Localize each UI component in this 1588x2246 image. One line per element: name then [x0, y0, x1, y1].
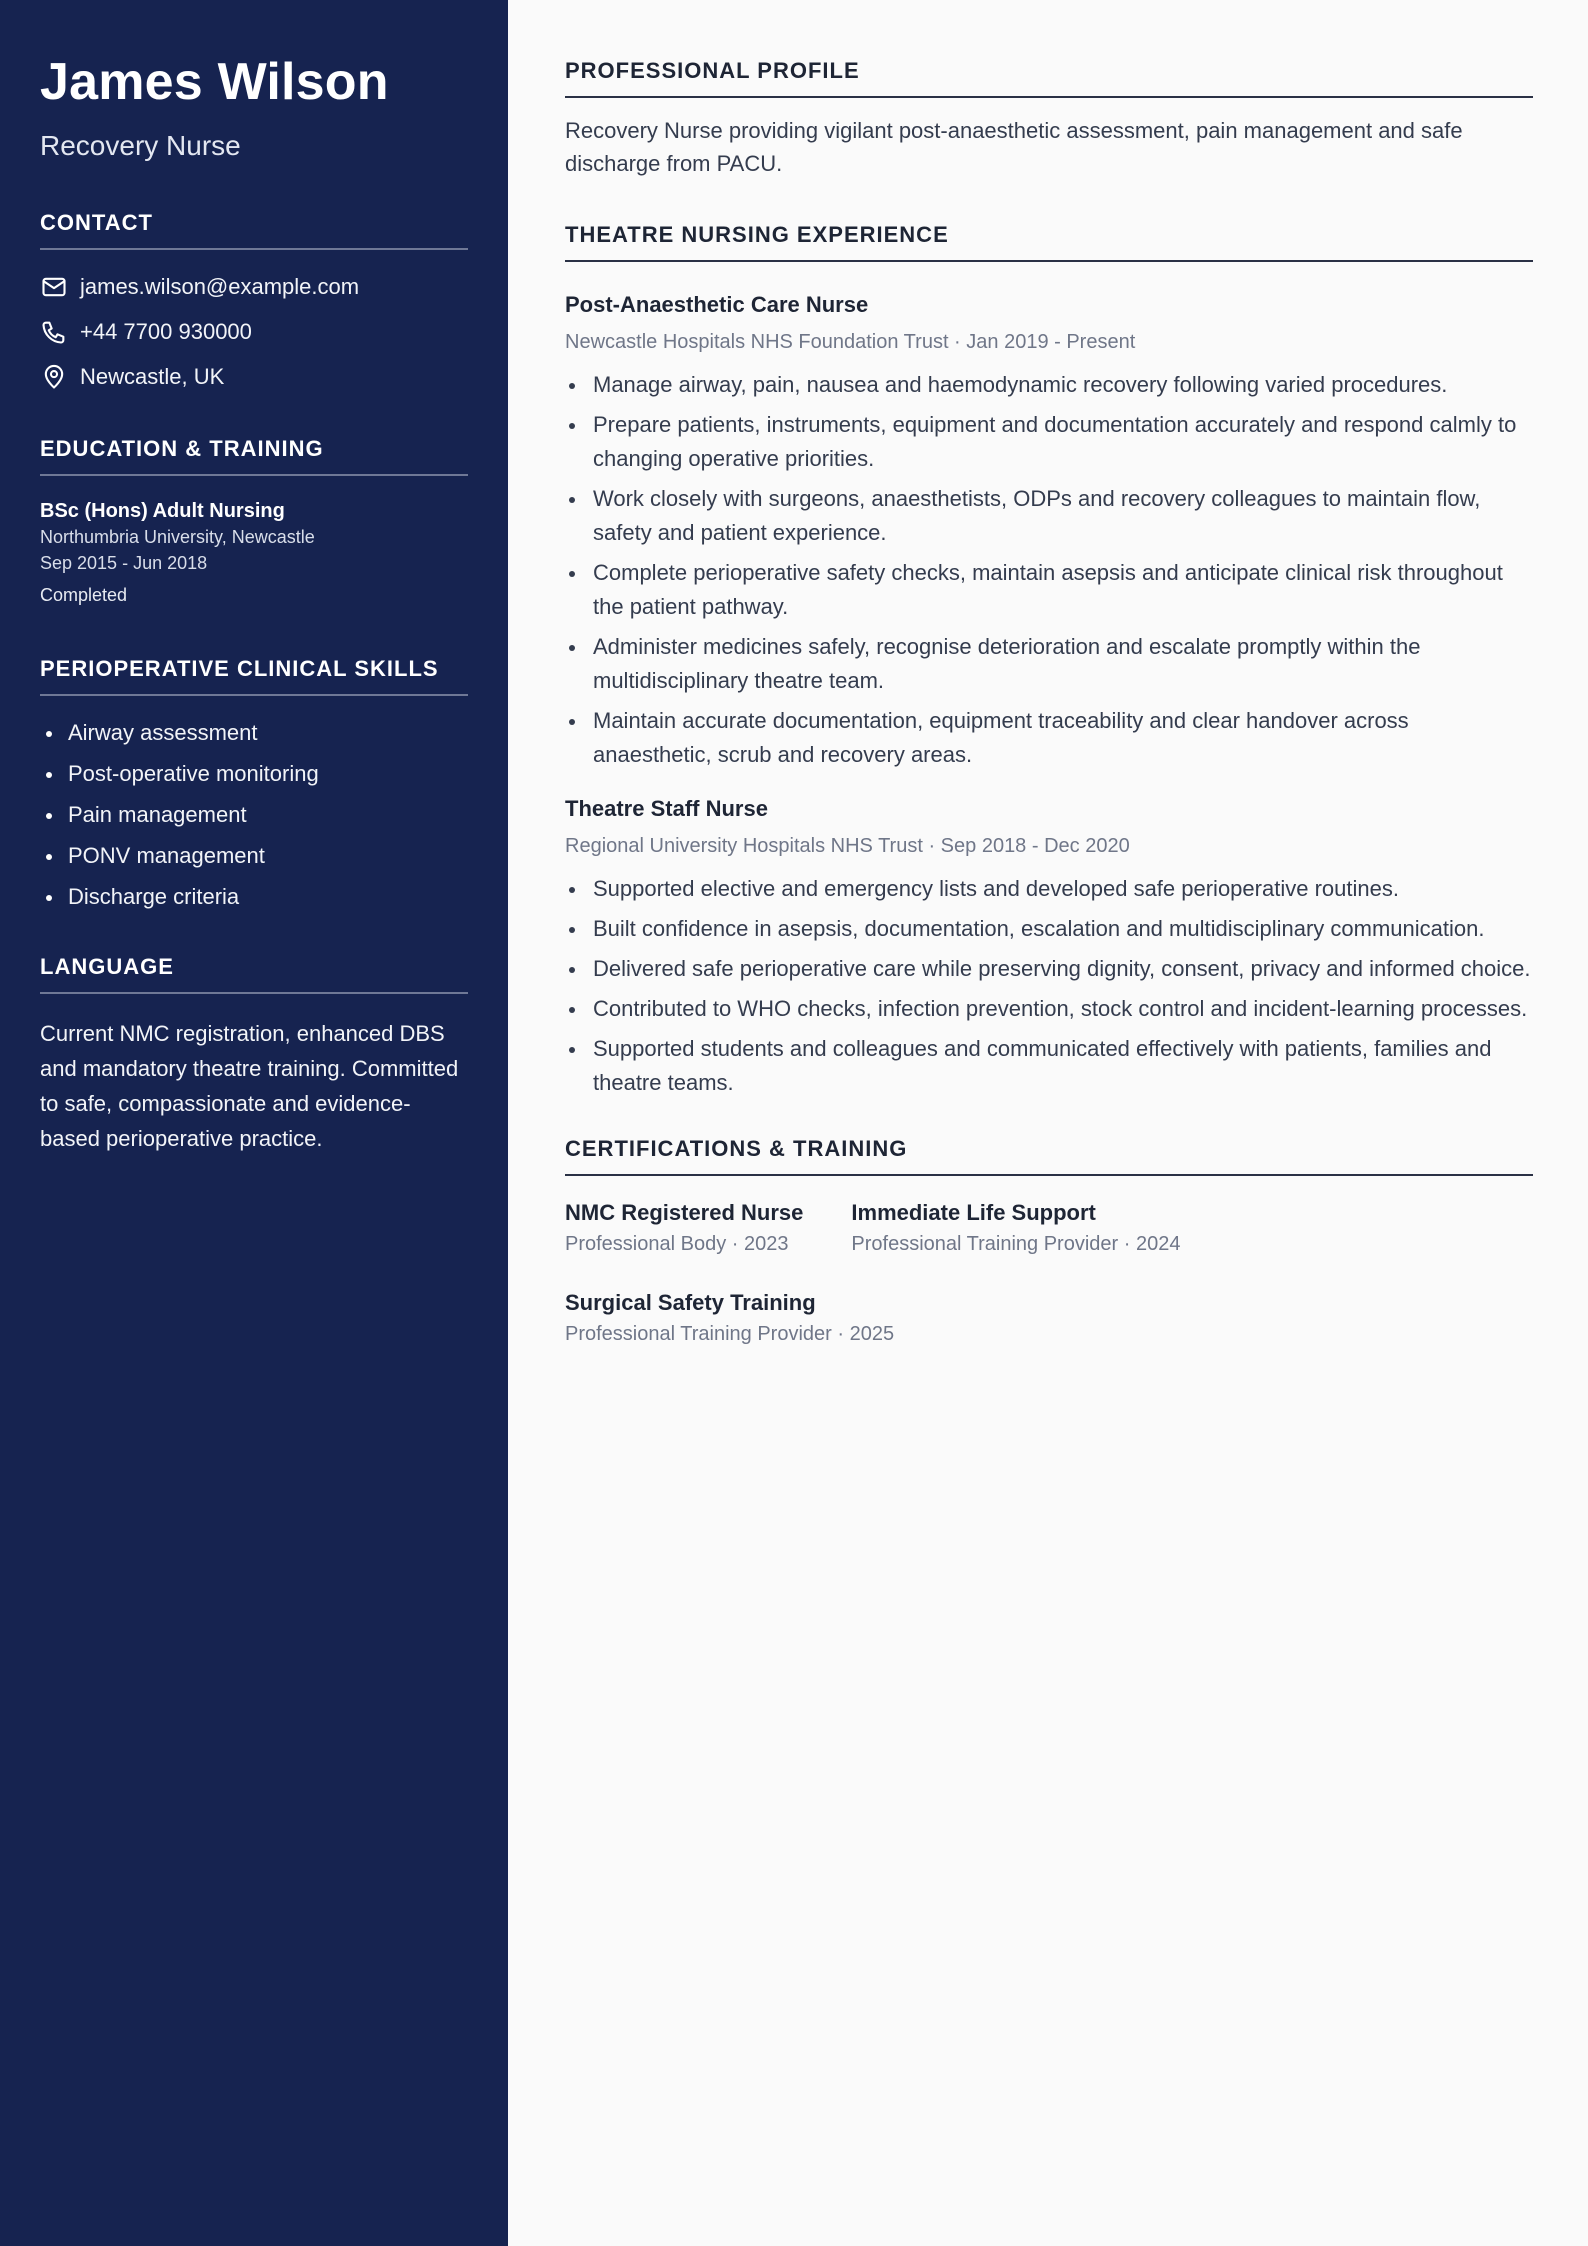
education-heading: EDUCATION & TRAINING [40, 436, 468, 476]
certifications-section [565, 1136, 1533, 1378]
experience-section [565, 222, 1533, 1100]
skills-heading: PERIOPERATIVE CLINICAL SKILLS [40, 656, 468, 696]
job-bullet: Administer medicines safely, recognise deterioration and escalate promptly within the multidisciplinary theatre team. [565, 630, 1533, 698]
profile-section [565, 58, 1533, 180]
contact-section [40, 210, 468, 392]
contact-phone[interactable] [40, 317, 468, 347]
contact-heading: CONTACT [40, 210, 468, 250]
contact-location [40, 362, 468, 392]
job-bullet: Supported students and colleagues and communicated effectively with patients, families and theatre teams. [565, 1032, 1533, 1100]
education-section [40, 436, 468, 608]
education-status: Completed [40, 585, 128, 605]
job-bullet: Maintain accurate documentation, equipment traceability and clear handover across anaesthetic, scrub and recovery areas. [565, 704, 1533, 772]
skill-item: PONV management [40, 841, 468, 871]
certifications-grid [565, 1198, 1533, 1378]
contact-phone-text: +44 7700 930000 [80, 319, 252, 344]
job-bullet: Work closely with surgeons, anaesthetists, ODPs and recovery colleagues to maintain flow, safety and patient experience. [565, 482, 1533, 550]
job-meta: Newcastle Hospitals NHS Foundation Trust · Jan 2019 - Present [565, 331, 1136, 353]
candidate-name: James Wilson [40, 53, 389, 111]
certification-meta: Professional Training Provider · 2024 [851, 1233, 1181, 1255]
profile-heading: PROFESSIONAL PROFILE [565, 58, 1533, 98]
certification-name: Immediate Life Support [851, 1200, 1096, 1225]
job-bullet: Built confidence in asepsis, documentation, escalation and multidisciplinary communication. [565, 912, 1533, 946]
contact-email-text: james.wilson@example.com [80, 274, 360, 299]
skill-item: Post-operative monitoring [40, 759, 468, 789]
profile-text: Recovery Nurse providing vigilant post-anaesthetic assessment, pain management and safe discharge from PACU. [565, 118, 1463, 176]
skills-section [40, 656, 468, 912]
job-bullet: Contributed to WHO checks, infection prevention, stock control and incident-learning processes. [565, 992, 1533, 1026]
language-text: Current NMC registration, enhanced DBS and mandatory theatre training. Committed to safe, compassionate and evidence-based perioperative practice. [40, 1021, 459, 1151]
job-meta: Regional University Hospitals NHS Trust · Sep 2018 - Dec 2020 [565, 835, 1130, 857]
certification-item [565, 1198, 803, 1258]
mail-icon [40, 273, 68, 301]
job-title: Theatre Staff Nurse [565, 796, 768, 821]
certification-meta: Professional Body · 2023 [565, 1233, 789, 1255]
skills-list [40, 718, 468, 912]
education-degree: BSc (Hons) Adult Nursing [40, 500, 285, 522]
job-entry [565, 290, 1533, 772]
language-section [40, 954, 468, 1156]
job-bullet: Manage airway, pain, nausea and haemodynamic recovery following varied procedures. [565, 368, 1533, 402]
job-entry [565, 794, 1533, 1100]
certifications-heading: CERTIFICATIONS & TRAINING [565, 1136, 1533, 1176]
job-bullet: Prepare patients, instruments, equipment and documentation accurately and respond calmly to changing operative priorities. [565, 408, 1533, 476]
main-content [565, 58, 1533, 1378]
certification-item [851, 1198, 1180, 1258]
certification-meta: Professional Training Provider · 2025 [565, 1323, 895, 1345]
candidate-role: Recovery Nurse [40, 130, 241, 161]
certification-name: Surgical Safety Training [565, 1290, 816, 1315]
job-bullet: Complete perioperative safety checks, maintain asepsis and anticipate clinical risk throughout the patient pathway. [565, 556, 1533, 624]
education-dates: Sep 2015 - Jun 2018 [40, 553, 208, 573]
job-bullet: Supported elective and emergency lists and developed safe perioperative routines. [565, 872, 1533, 906]
job-bullet: Delivered safe perioperative care while preserving dignity, consent, privacy and informed choice. [565, 952, 1533, 986]
job-bullets [565, 368, 1533, 772]
job-bullets [565, 872, 1533, 1100]
contact-email[interactable] [40, 272, 468, 302]
education-institution: Northumbria University, Newcastle [40, 527, 315, 547]
language-heading: LANGUAGE [40, 954, 468, 994]
certification-item [565, 1288, 894, 1348]
skill-item: Airway assessment [40, 718, 468, 748]
job-title: Post-Anaesthetic Care Nurse [565, 292, 869, 317]
sidebar [0, 0, 508, 2246]
skill-item: Pain management [40, 800, 468, 830]
phone-icon [40, 318, 68, 346]
experience-heading: THEATRE NURSING EXPERIENCE [565, 222, 1533, 262]
certification-name: NMC Registered Nurse [565, 1200, 804, 1225]
contact-location-text: Newcastle, UK [80, 364, 225, 389]
skill-item: Discharge criteria [40, 882, 468, 912]
location-pin-icon [40, 363, 68, 391]
